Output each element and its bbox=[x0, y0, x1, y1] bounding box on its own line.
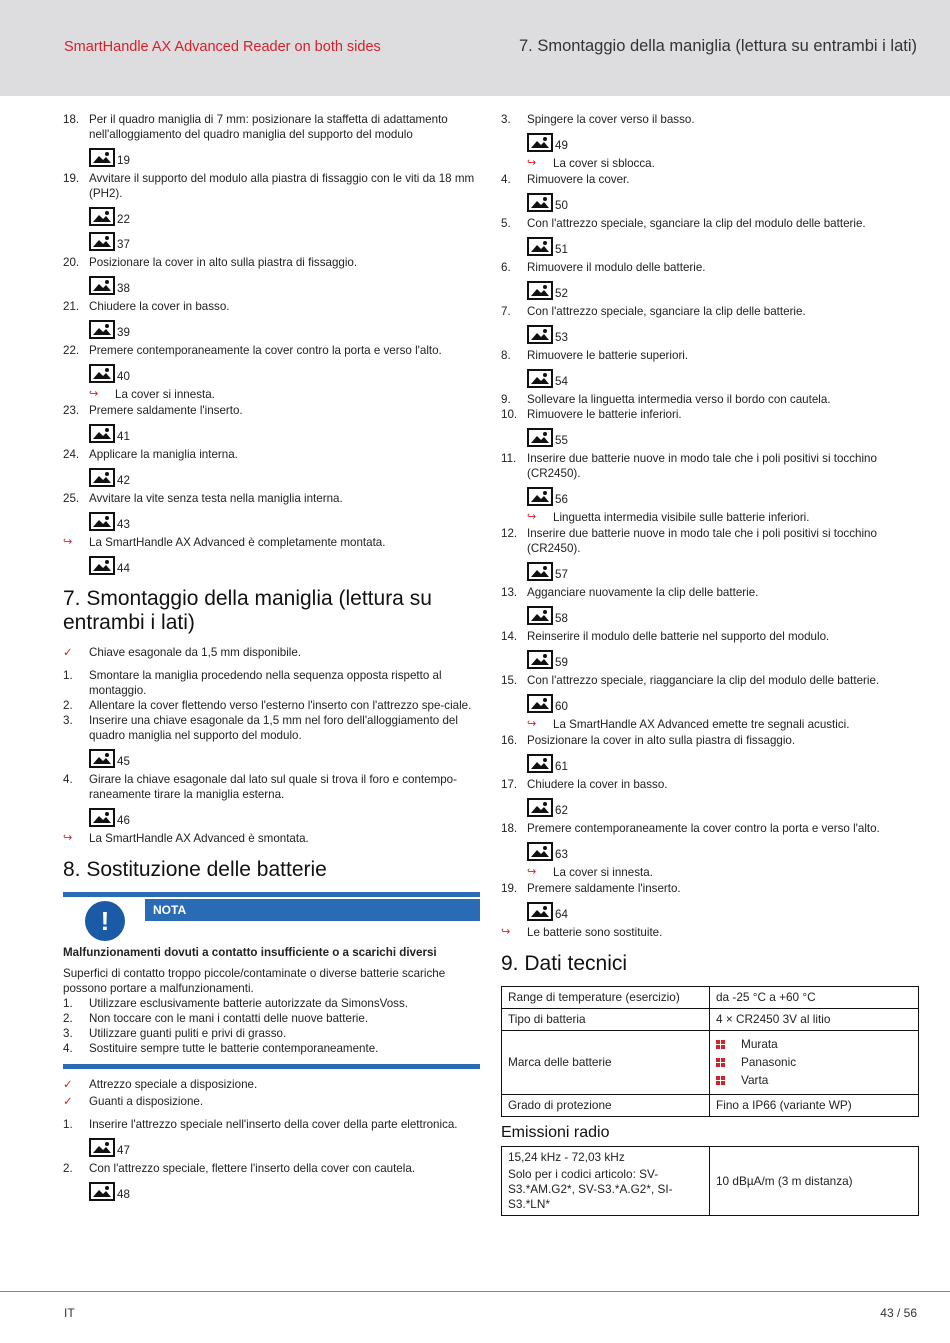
step-item bbox=[501, 777, 919, 792]
step-text: Premere saldamente l'inserto. bbox=[527, 882, 681, 895]
image-icon bbox=[89, 1182, 115, 1201]
step-item bbox=[501, 172, 919, 187]
step-number: 10. bbox=[501, 408, 518, 421]
step-text: Rimuovere le batterie superiori. bbox=[527, 349, 689, 362]
list-item: Varta bbox=[716, 1073, 912, 1088]
step-item bbox=[501, 304, 919, 319]
arrow-return-icon: ↪ bbox=[527, 511, 537, 523]
image-icon bbox=[527, 325, 553, 344]
grid-bullet-icon bbox=[716, 1076, 725, 1085]
section-heading-7: 7. Smontaggio della maniglia (lettura su entrambi i lati) bbox=[63, 587, 432, 634]
figure-ref: 51 bbox=[527, 236, 919, 256]
step-number: 18. bbox=[501, 822, 518, 835]
step-item bbox=[63, 668, 480, 698]
step-text: Allentare la cover flettendo verso l'esterno l'inserto con l'attrezzo spe-ciale. bbox=[89, 699, 472, 712]
arrow-return-icon: ↪ bbox=[501, 926, 511, 938]
step-text: Con l'attrezzo speciale, flettere l'inserto della cover con cautela. bbox=[89, 1162, 416, 1175]
step-number: 2. bbox=[63, 1162, 73, 1175]
result-line: ↪ La SmartHandle AX Advanced emette tre segnali acustici. bbox=[527, 718, 850, 731]
step-text: Reinserire il modulo delle batterie nel supporto del modulo. bbox=[527, 630, 830, 643]
step-item bbox=[501, 673, 919, 688]
step-text: Avvitare la vite senza testa nella maniglia interna. bbox=[89, 492, 343, 505]
step-text: Spingere la cover verso il basso. bbox=[527, 113, 695, 126]
step-item bbox=[63, 343, 480, 358]
check-icon: ✓ bbox=[63, 646, 73, 659]
step-number: 2. bbox=[63, 699, 73, 712]
step-item bbox=[63, 491, 480, 506]
step-item bbox=[501, 451, 919, 481]
image-icon bbox=[527, 133, 553, 152]
list-item: Murata bbox=[716, 1037, 912, 1052]
result-line: ↪ La cover si innesta. bbox=[89, 388, 215, 401]
footer-language: IT bbox=[64, 1306, 75, 1320]
prerequisite: ✓ Chiave esagonale da 1,5 mm disponibile. bbox=[63, 646, 302, 659]
step-item bbox=[501, 585, 919, 600]
step-number: 13. bbox=[501, 586, 518, 599]
steps-list-dismantle bbox=[63, 668, 480, 827]
step-text: Rimuovere il modulo delle batterie. bbox=[527, 261, 706, 274]
table-row: Marca delle batterie Murata Panasonic Varta bbox=[502, 1031, 919, 1095]
grid-bullet-icon bbox=[716, 1040, 725, 1049]
step-item bbox=[501, 348, 919, 363]
image-icon bbox=[527, 606, 553, 625]
note-list-item: 3. Utilizzare guanti puliti e privi di grasso. bbox=[63, 1027, 287, 1040]
list-item: Panasonic bbox=[716, 1055, 912, 1070]
step-text: Premere contemporaneamente la cover contro la porta e verso l'alto. bbox=[527, 822, 880, 835]
step-number: 23. bbox=[63, 404, 80, 417]
footer-divider bbox=[0, 1291, 950, 1292]
step-text: Per il quadro maniglia di 7 mm: posizionare la staffetta di adattamento nell'alloggiamento del quadro maniglia del supporto del modulo bbox=[89, 113, 448, 141]
step-item bbox=[501, 112, 919, 127]
step-item bbox=[501, 733, 919, 748]
image-icon bbox=[89, 512, 115, 531]
step-number: 3. bbox=[63, 714, 73, 727]
step-item bbox=[501, 407, 919, 422]
result-line: ↪ La cover si sblocca. bbox=[527, 157, 655, 170]
figure-ref: 44 bbox=[89, 555, 480, 575]
image-icon bbox=[527, 487, 553, 506]
step-item bbox=[501, 216, 919, 231]
image-icon bbox=[527, 193, 553, 212]
step-text: Posizionare la cover in alto sulla piastra di fissaggio. bbox=[89, 256, 358, 269]
arrow-return-icon: ↪ bbox=[527, 157, 537, 169]
step-number: 9. bbox=[501, 393, 511, 406]
step-item bbox=[63, 112, 480, 142]
image-icon bbox=[89, 232, 115, 251]
figure-ref: 59 bbox=[527, 649, 919, 669]
step-item bbox=[501, 260, 919, 275]
step-text: Agganciare nuovamente la clip delle batterie. bbox=[527, 586, 759, 599]
image-icon bbox=[527, 237, 553, 256]
figure-ref: 43 bbox=[89, 511, 480, 531]
step-text: Con l'attrezzo speciale, sganciare la clip delle batterie. bbox=[527, 305, 806, 318]
result-line: ↪ La SmartHandle AX Advanced è completamente montata. bbox=[63, 536, 386, 549]
step-text: Sollevare la linguetta intermedia verso il bordo con cautela. bbox=[527, 393, 831, 406]
step-text: Inserire due batterie nuove in modo tale che i poli positivi si tocchino (CR2450). bbox=[527, 527, 877, 555]
step-text: Inserire l'attrezzo speciale nell'inserto della cover della parte elettronica. bbox=[89, 1118, 458, 1131]
figure-ref: 61 bbox=[527, 753, 919, 773]
step-text: Con l'attrezzo speciale, riagganciare la clip del modulo delle batterie. bbox=[527, 674, 880, 687]
tech-data-table bbox=[501, 986, 919, 1117]
note-label: NOTA bbox=[145, 899, 480, 921]
image-icon bbox=[527, 842, 553, 861]
step-text: Avvitare il supporto del modulo alla piastra di fissaggio con le viti da 18 mm (PH2). bbox=[89, 172, 475, 200]
figure-ref: 38 bbox=[89, 275, 480, 295]
step-text: Premere saldamente l'inserto. bbox=[89, 404, 243, 417]
step-text: Inserire due batterie nuove in modo tale che i poli positivi si tocchino (CR2450). bbox=[527, 452, 877, 480]
prerequisite: ✓ Guanti a disposizione. bbox=[63, 1095, 204, 1108]
table-row: Tipo di batteria 4 × CR2450 3V al litio bbox=[502, 1009, 919, 1031]
figure-ref: 58 bbox=[527, 605, 919, 625]
step-number: 16. bbox=[501, 734, 518, 747]
image-icon bbox=[527, 650, 553, 669]
right-column bbox=[501, 112, 919, 1216]
step-item bbox=[63, 171, 480, 201]
figure-ref: 49 bbox=[527, 132, 919, 152]
figure-ref: 41 bbox=[89, 423, 480, 443]
figure-ref: 60 bbox=[527, 693, 919, 713]
step-number: 18. bbox=[63, 113, 80, 126]
image-icon bbox=[89, 1138, 115, 1157]
figure-ref: 48 bbox=[89, 1181, 480, 1201]
check-icon: ✓ bbox=[63, 1095, 73, 1108]
figure-ref: 53 bbox=[527, 324, 919, 344]
section-heading-8: 8. Sostituzione delle batterie bbox=[63, 858, 327, 881]
table-row: 15,24 kHz - 72,03 kHz Solo per i codici articolo: SV-S3.*AM.G2*, SV-S3.*A.G2*, SI-S3.*LN* 10 dBµA/m (3 m distanza) bbox=[502, 1147, 919, 1216]
image-icon bbox=[89, 749, 115, 768]
result-line: ↪ Linguetta intermedia visibile sulle batterie inferiori. bbox=[527, 511, 810, 524]
step-text: Posizionare la cover in alto sulla piastra di fissaggio. bbox=[527, 734, 796, 747]
product-title: SmartHandle AX Advanced Reader on both sides bbox=[64, 39, 381, 55]
image-icon bbox=[89, 276, 115, 295]
step-item bbox=[501, 821, 919, 836]
note-list-item: 4. Sostituire sempre tutte le batterie contemporaneamente. bbox=[63, 1042, 379, 1055]
step-item bbox=[63, 1161, 480, 1176]
figure-ref: 39 bbox=[89, 319, 480, 339]
step-item bbox=[501, 526, 919, 556]
arrow-return-icon: ↪ bbox=[527, 866, 537, 878]
note-list-item: 1. Utilizzare esclusivamente batterie autorizzate da SimonsVoss. bbox=[63, 997, 408, 1010]
arrow-return-icon: ↪ bbox=[63, 536, 73, 548]
image-icon bbox=[527, 281, 553, 300]
step-number: 4. bbox=[63, 773, 73, 786]
image-icon bbox=[527, 562, 553, 581]
arrow-return-icon: ↪ bbox=[63, 832, 73, 844]
note-top-bar bbox=[63, 892, 480, 897]
image-icon bbox=[89, 320, 115, 339]
step-item bbox=[63, 299, 480, 314]
step-number: 19. bbox=[501, 882, 518, 895]
figure-ref: 57 bbox=[527, 561, 919, 581]
step-number: 1. bbox=[63, 1118, 73, 1131]
exclamation-icon: ! bbox=[85, 901, 125, 941]
image-icon bbox=[89, 556, 115, 575]
note-list-item: 2. Non toccare con le mani i contatti delle nuove batterie. bbox=[63, 1012, 369, 1025]
step-number: 21. bbox=[63, 300, 80, 313]
step-item bbox=[501, 629, 919, 644]
step-number: 3. bbox=[501, 113, 511, 126]
figure-ref: 52 bbox=[527, 280, 919, 300]
step-number: 24. bbox=[63, 448, 80, 461]
image-icon bbox=[89, 468, 115, 487]
grid-bullet-icon bbox=[716, 1058, 725, 1067]
step-text: Girare la chiave esagonale dal lato sul quale si trova il foro e contempo-raneamente tirare la maniglia esterna. bbox=[89, 773, 457, 801]
figure-ref: 56 bbox=[527, 486, 919, 506]
section-heading-9: 9. Dati tecnici bbox=[501, 952, 628, 975]
step-text: Rimuovere le batterie inferiori. bbox=[527, 408, 682, 421]
step-number: 15. bbox=[501, 674, 518, 687]
subsection-heading-radio: Emissioni radio bbox=[501, 1124, 610, 1141]
image-icon bbox=[527, 902, 553, 921]
note-list bbox=[63, 996, 480, 1056]
prerequisite: ✓ Attrezzo speciale a disposizione. bbox=[63, 1078, 258, 1091]
image-icon bbox=[527, 428, 553, 447]
arrow-return-icon: ↪ bbox=[527, 718, 537, 730]
step-text: Premere contemporaneamente la cover contro la porta e verso l'alto. bbox=[89, 344, 442, 357]
step-text: Con l'attrezzo speciale, sganciare la clip del modulo delle batterie. bbox=[527, 217, 866, 230]
note-bottom-bar bbox=[63, 1064, 480, 1069]
image-icon bbox=[527, 798, 553, 817]
note-title: Malfunzionamenti dovuti a contatto insufficiente o a scarichi diversi bbox=[63, 946, 437, 959]
step-number: 11. bbox=[501, 452, 517, 465]
step-text: Smontare la maniglia procedendo nella sequenza opposta rispetto al montaggio. bbox=[89, 669, 442, 697]
step-text: Applicare la maniglia interna. bbox=[89, 448, 238, 461]
step-number: 5. bbox=[501, 217, 511, 230]
step-text: Rimuovere la cover. bbox=[527, 173, 630, 186]
step-number: 1. bbox=[63, 669, 73, 682]
step-number: 6. bbox=[501, 261, 511, 274]
figure-ref: 45 bbox=[89, 748, 480, 768]
step-text: Inserire una chiave esagonale da 1,5 mm nel foro dell'alloggiamento del quadro maniglia nel supporto del modulo. bbox=[89, 714, 458, 742]
step-item bbox=[63, 698, 480, 713]
figure-ref: 62 bbox=[527, 797, 919, 817]
step-item bbox=[501, 881, 919, 896]
figure-ref: 64 bbox=[527, 901, 919, 921]
chapter-title: 7. Smontaggio della maniglia (lettura su entrambi i lati) bbox=[518, 37, 917, 55]
note-box bbox=[63, 892, 480, 1069]
step-number: 25. bbox=[63, 492, 80, 505]
step-number: 7. bbox=[501, 305, 511, 318]
image-icon bbox=[89, 808, 115, 827]
page-header bbox=[0, 0, 950, 96]
step-number: 12. bbox=[501, 527, 518, 540]
step-number: 4. bbox=[501, 173, 511, 186]
step-number: 22. bbox=[63, 344, 80, 357]
image-icon bbox=[89, 424, 115, 443]
step-number: 17. bbox=[501, 778, 518, 791]
result-line: ↪ Le batterie sono sostituite. bbox=[501, 926, 663, 939]
arrow-return-icon: ↪ bbox=[89, 388, 99, 400]
image-icon bbox=[89, 364, 115, 383]
image-icon bbox=[527, 754, 553, 773]
step-text: Chiudere la cover in basso. bbox=[527, 778, 668, 791]
step-item bbox=[63, 403, 480, 418]
figure-ref: 55 bbox=[527, 427, 919, 447]
step-number: 14. bbox=[501, 630, 518, 643]
figure-ref: 42 bbox=[89, 467, 480, 487]
steps-list-assembly bbox=[63, 112, 480, 531]
step-item bbox=[63, 1117, 480, 1132]
figure-ref: 37 bbox=[89, 231, 480, 251]
image-icon bbox=[527, 694, 553, 713]
image-icon bbox=[89, 148, 115, 167]
page-number: 43 / 56 bbox=[880, 1306, 917, 1320]
figure-ref: 46 bbox=[89, 807, 480, 827]
figure-ref: 47 bbox=[89, 1137, 480, 1157]
steps-list-battery bbox=[63, 1117, 480, 1201]
figure-ref: 50 bbox=[527, 192, 919, 212]
step-item bbox=[501, 392, 919, 407]
figure-ref: 40 bbox=[89, 363, 480, 383]
figure-ref: 63 bbox=[527, 841, 919, 861]
result-line: ↪ La SmartHandle AX Advanced è smontata. bbox=[63, 832, 309, 845]
step-text: Chiudere la cover in basso. bbox=[89, 300, 230, 313]
step-number: 20. bbox=[63, 256, 80, 269]
radio-table bbox=[501, 1146, 919, 1216]
figure-ref: 54 bbox=[527, 368, 919, 388]
step-number: 19. bbox=[63, 172, 80, 185]
prerequisites-list bbox=[63, 1077, 480, 1109]
result-line: ↪ La cover si innesta. bbox=[527, 866, 653, 879]
step-item bbox=[63, 255, 480, 270]
figure-ref: 22 bbox=[89, 206, 480, 226]
step-number: 8. bbox=[501, 349, 511, 362]
note-body: Superfici di contatto troppo piccole/contaminate o diverse batterie scariche possono portare a malfunzionamenti. bbox=[63, 967, 446, 995]
table-row: Range di temperature (esercizio) da -25 °C a +60 °C bbox=[502, 987, 919, 1009]
steps-list-battery-cont bbox=[501, 112, 919, 921]
left-column bbox=[63, 112, 480, 1205]
step-item bbox=[63, 772, 480, 802]
step-item bbox=[63, 713, 480, 743]
table-row: Grado di protezione Fino a IP66 (variante WP) bbox=[502, 1095, 919, 1117]
image-icon bbox=[527, 369, 553, 388]
figure-ref: 19 bbox=[89, 147, 480, 167]
step-item bbox=[63, 447, 480, 462]
image-icon bbox=[89, 207, 115, 226]
check-icon: ✓ bbox=[63, 1078, 73, 1091]
